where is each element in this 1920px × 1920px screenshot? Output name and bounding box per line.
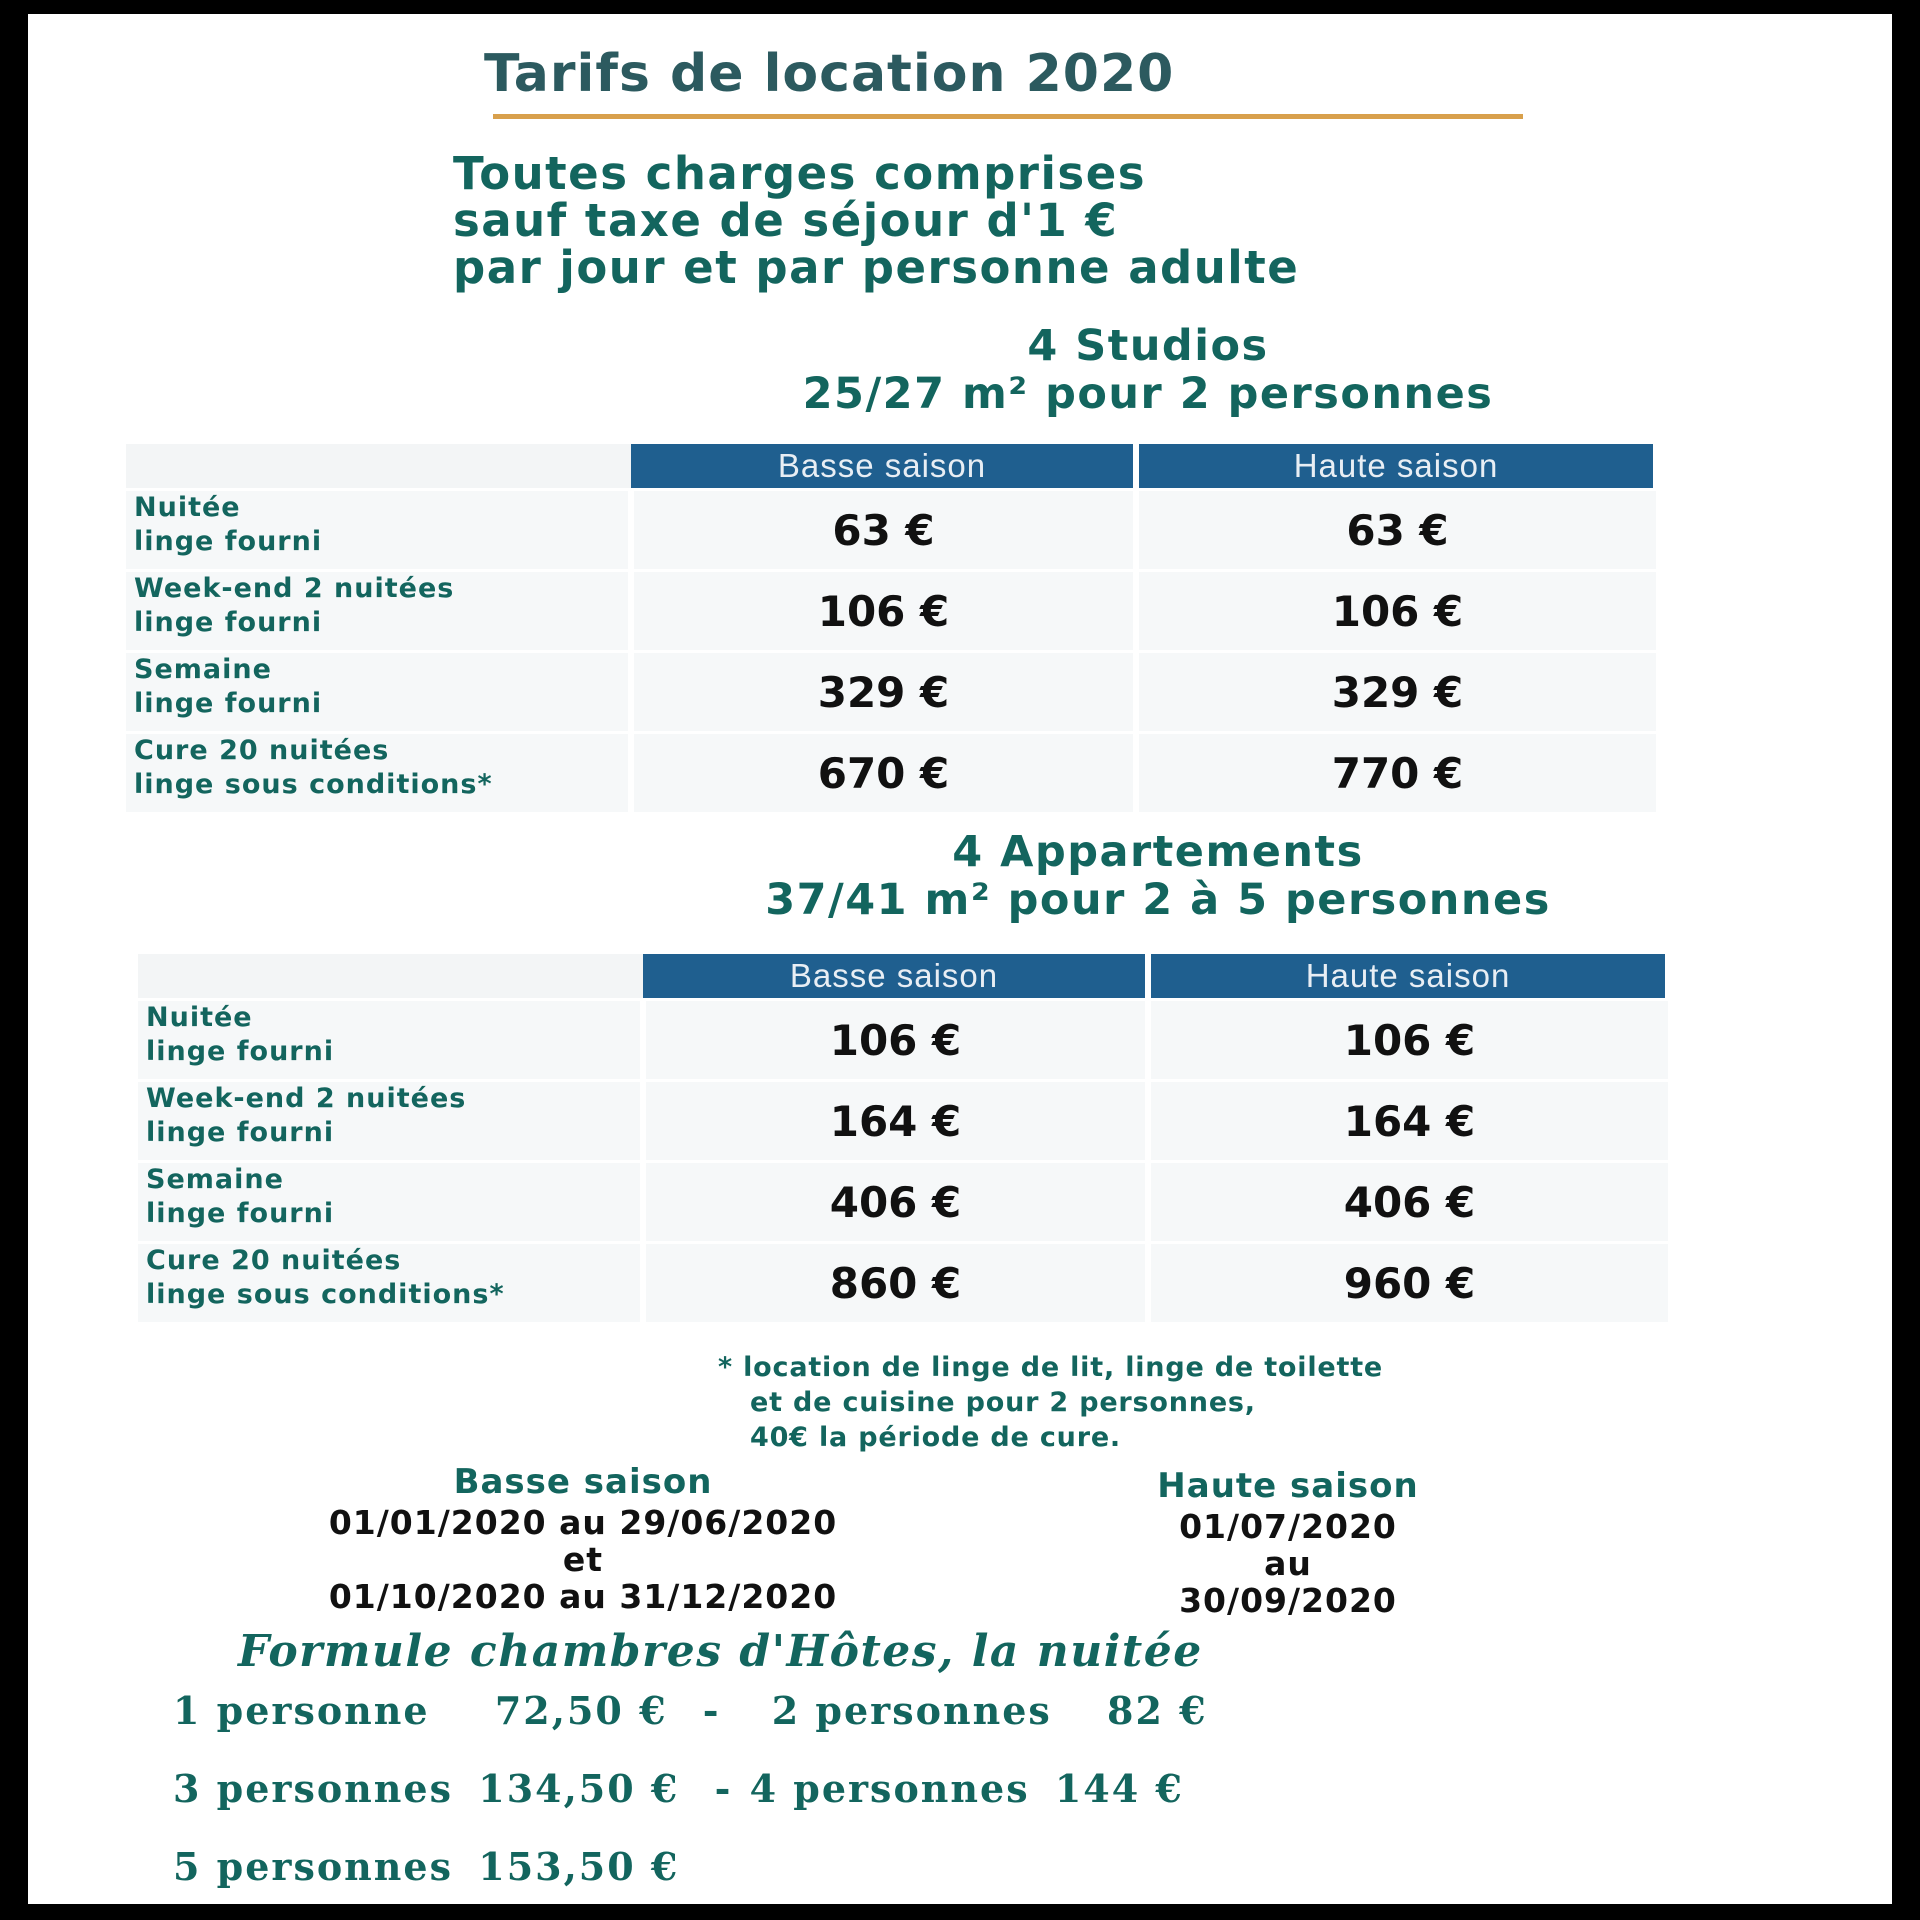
price-4-personnes: 144 € [1054, 1766, 1184, 1811]
price-haute: 960 € [1148, 1243, 1668, 1323]
chambres-price-line-3 [173, 1844, 679, 1889]
row-label-line-2: linge fourni [146, 1036, 335, 1067]
price-basse: 406 € [643, 1162, 1148, 1243]
price-label-3-personnes: 3 personnes [173, 1766, 454, 1811]
column-header-haute: Haute saison [1148, 954, 1668, 1000]
row-label-line-1: Cure 20 nuitées [146, 1245, 402, 1276]
row-label-line-2: linge sous conditions* [134, 769, 493, 800]
price-basse: 106 € [643, 1000, 1148, 1081]
haute-saison-line-2: au [1264, 1544, 1312, 1583]
price-basse: 164 € [643, 1081, 1148, 1162]
row-label-line-2: linge fourni [146, 1117, 335, 1148]
row-label [138, 1081, 643, 1162]
appartements-heading-2: 37/41 m² pour 2 à 5 personnes [765, 875, 1551, 925]
table-row [138, 1243, 1668, 1323]
price-haute: 406 € [1148, 1162, 1668, 1243]
price-separator: - [702, 1688, 721, 1733]
haute-saison-line-3: 30/09/2020 [1179, 1581, 1397, 1620]
charges-line-3: par jour et par personne adulte [453, 241, 1300, 294]
studios-heading [618, 322, 1678, 418]
row-label [126, 490, 631, 571]
price-haute: 63 € [1136, 490, 1656, 571]
charges-note [453, 147, 1300, 294]
table-row [126, 733, 1656, 813]
chambres-price-line-1 [173, 1688, 1208, 1733]
table-row [126, 571, 1656, 652]
table-row [138, 1000, 1668, 1081]
price-haute: 770 € [1136, 733, 1656, 813]
chambres-hotes-heading: Formule chambres d'Hôtes, la nuitée [238, 1626, 1203, 1677]
basse-saison-line-1: 01/01/2020 au 29/06/2020 [328, 1503, 838, 1542]
row-label-line-1: Semaine [146, 1164, 284, 1195]
table-row [126, 490, 1656, 571]
footnote-line-3: 40€ la période de cure. [750, 1422, 1121, 1453]
header-blank-cell [126, 444, 631, 490]
price-separator: - [714, 1766, 733, 1811]
row-label-line-2: linge fourni [146, 1198, 335, 1229]
price-haute: 329 € [1136, 652, 1656, 733]
basse-saison-line-2: et [562, 1540, 604, 1579]
row-label [126, 733, 631, 813]
studios-heading-1: 4 Studios [1027, 321, 1269, 371]
column-header-haute: Haute saison [1136, 444, 1656, 490]
charges-line-2: sauf taxe de séjour d'1 € [453, 194, 1119, 247]
price-basse: 670 € [631, 733, 1136, 813]
price-haute: 164 € [1148, 1081, 1668, 1162]
row-label-line-1: Cure 20 nuitées [134, 735, 390, 766]
price-haute: 106 € [1148, 1000, 1668, 1081]
basse-saison-line-3: 01/10/2020 au 31/12/2020 [328, 1577, 838, 1616]
charges-line-1: Toutes charges comprises [453, 147, 1147, 200]
table-row [138, 1081, 1668, 1162]
row-label [126, 571, 631, 652]
linen-footnote [718, 1350, 1383, 1455]
price-2-personnes: 82 € [1107, 1688, 1208, 1733]
page-title: Tarifs de location 2020 [484, 44, 1175, 104]
rental-rates-sheet [28, 14, 1892, 1904]
price-1-personne: 72,50 € [494, 1688, 668, 1733]
header-blank-cell [138, 954, 643, 1000]
price-label-1-personne: 1 personne [173, 1688, 430, 1733]
column-header-basse: Basse saison [631, 444, 1136, 490]
table-row [138, 1162, 1668, 1243]
basse-saison-dates [218, 1462, 948, 1615]
price-basse: 63 € [631, 490, 1136, 571]
price-label-4-personnes: 4 personnes [749, 1766, 1030, 1811]
haute-saison-heading: Haute saison [1157, 1466, 1419, 1506]
row-label [126, 652, 631, 733]
row-label-line-1: Nuitée [134, 492, 241, 523]
haute-saison-line-1: 01/07/2020 [1179, 1507, 1397, 1546]
basse-saison-heading: Basse saison [453, 1462, 713, 1502]
row-label [138, 1162, 643, 1243]
row-label [138, 1243, 643, 1323]
table-header-row [138, 954, 1668, 1000]
price-basse: 106 € [631, 571, 1136, 652]
price-3-personnes: 134,50 € [478, 1766, 680, 1811]
row-label-line-1: Semaine [134, 654, 272, 685]
price-haute: 106 € [1136, 571, 1656, 652]
appartements-heading [628, 828, 1688, 924]
row-label-line-2: linge fourni [134, 688, 323, 719]
chambres-price-line-2 [173, 1766, 1184, 1811]
footnote-line-2: et de cuisine pour 2 personnes, [750, 1387, 1256, 1418]
row-label-line-1: Week-end 2 nuitées [134, 573, 455, 604]
row-label [138, 1000, 643, 1081]
row-label-line-1: Nuitée [146, 1002, 253, 1033]
row-label-line-2: linge sous conditions* [146, 1279, 505, 1310]
appartements-heading-1: 4 Appartements [952, 827, 1364, 877]
footnote-line-1: * location de linge de lit, linge de toilette [718, 1352, 1384, 1383]
row-label-line-2: linge fourni [134, 526, 323, 557]
studios-heading-2: 25/27 m² pour 2 personnes [802, 369, 1494, 419]
table-row [126, 652, 1656, 733]
title-underline [493, 114, 1523, 119]
price-basse: 329 € [631, 652, 1136, 733]
appartements-rate-table [138, 954, 1671, 1322]
price-label-5-personnes: 5 personnes [173, 1844, 454, 1889]
column-header-basse: Basse saison [643, 954, 1148, 1000]
price-basse: 860 € [643, 1243, 1148, 1323]
price-5-personnes: 153,50 € [478, 1844, 680, 1889]
haute-saison-dates [1068, 1466, 1508, 1619]
price-label-2-personnes: 2 personnes [771, 1688, 1052, 1733]
studios-rate-table [126, 444, 1659, 812]
row-label-line-1: Week-end 2 nuitées [146, 1083, 467, 1114]
row-label-line-2: linge fourni [134, 607, 323, 638]
table-header-row [126, 444, 1656, 490]
